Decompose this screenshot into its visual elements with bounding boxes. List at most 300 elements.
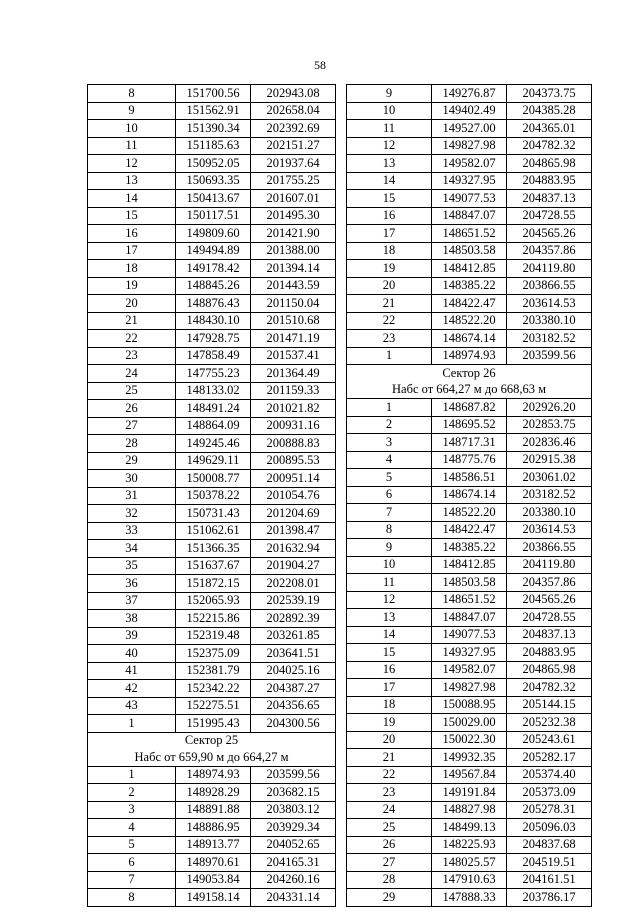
table-row <box>88 120 336 138</box>
point-number-cell: 17 <box>347 225 432 243</box>
x-coordinate-cell: 149053.84 <box>176 871 251 889</box>
table-row <box>347 207 592 225</box>
table-row <box>347 225 592 243</box>
y-coordinate-cell: 203866.55 <box>507 539 592 557</box>
x-coordinate-cell: 151366.35 <box>176 540 251 558</box>
y-coordinate-cell: 200888.83 <box>251 435 336 453</box>
x-coordinate-cell: 148864.09 <box>176 417 251 435</box>
y-coordinate-cell: 201755.25 <box>251 172 336 190</box>
x-coordinate-cell: 148775.76 <box>432 451 507 469</box>
section-subtitle-row <box>88 749 336 766</box>
y-coordinate-cell: 205243.61 <box>507 731 592 749</box>
x-coordinate-cell: 148695.52 <box>432 416 507 434</box>
y-coordinate-cell: 203866.55 <box>507 277 592 295</box>
y-coordinate-cell: 201150.04 <box>251 295 336 313</box>
table-row <box>347 486 592 504</box>
x-coordinate-cell: 149327.95 <box>432 172 507 190</box>
point-number-cell: 25 <box>347 819 432 837</box>
point-number-cell: 16 <box>88 225 176 243</box>
y-coordinate-cell: 205374.40 <box>507 766 592 784</box>
point-number-cell: 1 <box>88 766 176 784</box>
point-number-cell: 13 <box>347 609 432 627</box>
point-number-cell: 21 <box>88 312 176 330</box>
point-number-cell: 30 <box>88 470 176 488</box>
point-number-cell: 26 <box>347 836 432 854</box>
table-row <box>347 155 592 173</box>
x-coordinate-cell: 148847.07 <box>432 609 507 627</box>
coordinates-table-body <box>88 85 336 907</box>
table-row <box>347 451 592 469</box>
table-row <box>347 679 592 697</box>
x-coordinate-cell: 148913.77 <box>176 836 251 854</box>
table-row <box>347 766 592 784</box>
section-title: Сектор 26 <box>347 365 592 382</box>
point-number-cell: 41 <box>88 662 176 680</box>
y-coordinate-cell: 202892.39 <box>251 610 336 628</box>
point-number-cell: 21 <box>347 295 432 313</box>
x-coordinate-cell: 148651.52 <box>432 591 507 609</box>
table-row <box>347 399 592 417</box>
table-row <box>88 295 336 313</box>
point-number-cell: 43 <box>88 697 176 715</box>
y-coordinate-cell: 201204.69 <box>251 505 336 523</box>
point-number-cell: 9 <box>88 102 176 120</box>
x-coordinate-cell: 148891.88 <box>176 801 251 819</box>
y-coordinate-cell: 205282.17 <box>507 749 592 767</box>
x-coordinate-cell: 151637.67 <box>176 557 251 575</box>
point-number-cell: 15 <box>347 644 432 662</box>
y-coordinate-cell: 200895.53 <box>251 452 336 470</box>
point-number-cell: 13 <box>347 155 432 173</box>
y-coordinate-cell: 204025.16 <box>251 662 336 680</box>
table-row <box>347 416 592 434</box>
table-row <box>88 819 336 837</box>
y-coordinate-cell: 204119.80 <box>507 556 592 574</box>
x-coordinate-cell: 148847.07 <box>432 207 507 225</box>
section-title: Сектор 25 <box>88 732 336 749</box>
point-number-cell: 42 <box>88 680 176 698</box>
point-number-cell: 12 <box>347 591 432 609</box>
point-number-cell: 9 <box>347 539 432 557</box>
table-row <box>88 365 336 383</box>
table-row <box>347 591 592 609</box>
table-row <box>347 731 592 749</box>
table-row <box>88 627 336 645</box>
table-row <box>88 784 336 802</box>
table-row <box>88 662 336 680</box>
y-coordinate-cell: 204728.55 <box>507 207 592 225</box>
y-coordinate-cell: 201159.33 <box>251 382 336 400</box>
x-coordinate-cell: 151872.15 <box>176 575 251 593</box>
table-row <box>88 680 336 698</box>
point-number-cell: 11 <box>347 120 432 138</box>
x-coordinate-cell: 152381.79 <box>176 662 251 680</box>
y-coordinate-cell: 201607.01 <box>251 190 336 208</box>
x-coordinate-cell: 149582.07 <box>432 155 507 173</box>
y-coordinate-cell: 203803.12 <box>251 801 336 819</box>
point-number-cell: 19 <box>347 714 432 732</box>
point-number-cell: 37 <box>88 592 176 610</box>
table-row <box>347 661 592 679</box>
table-row <box>347 609 592 627</box>
table-row <box>88 540 336 558</box>
y-coordinate-cell: 202836.46 <box>507 434 592 452</box>
x-coordinate-cell: 150413.67 <box>176 190 251 208</box>
coordinates-table-left <box>87 84 336 907</box>
y-coordinate-cell: 204357.86 <box>507 574 592 592</box>
section-header-row <box>347 365 592 382</box>
x-coordinate-cell: 149402.49 <box>432 102 507 120</box>
x-coordinate-cell: 148430.10 <box>176 312 251 330</box>
point-number-cell: 23 <box>347 330 432 348</box>
x-coordinate-cell: 151995.43 <box>176 715 251 733</box>
x-coordinate-cell: 149629.11 <box>176 452 251 470</box>
table-row <box>347 626 592 644</box>
x-coordinate-cell: 148133.02 <box>176 382 251 400</box>
y-coordinate-cell: 203786.17 <box>507 889 592 907</box>
y-coordinate-cell: 204865.98 <box>507 155 592 173</box>
point-number-cell: 23 <box>347 784 432 802</box>
y-coordinate-cell: 203261.85 <box>251 627 336 645</box>
table-row <box>88 801 336 819</box>
point-number-cell: 14 <box>347 626 432 644</box>
x-coordinate-cell: 149327.95 <box>432 644 507 662</box>
y-coordinate-cell: 201364.49 <box>251 365 336 383</box>
table-row <box>88 645 336 663</box>
x-coordinate-cell: 151700.56 <box>176 85 251 103</box>
x-coordinate-cell: 147928.75 <box>176 330 251 348</box>
x-coordinate-cell: 152342.22 <box>176 680 251 698</box>
x-coordinate-cell: 149582.07 <box>432 661 507 679</box>
y-coordinate-cell: 202943.08 <box>251 85 336 103</box>
y-coordinate-cell: 203614.53 <box>507 295 592 313</box>
point-number-cell: 14 <box>347 172 432 190</box>
table-row <box>347 260 592 278</box>
point-number-cell: 31 <box>88 487 176 505</box>
table-row <box>347 295 592 313</box>
x-coordinate-cell: 149494.89 <box>176 242 251 260</box>
table-row <box>88 522 336 540</box>
y-coordinate-cell: 204165.31 <box>251 854 336 872</box>
y-coordinate-cell: 203641.51 <box>251 645 336 663</box>
table-row <box>347 801 592 819</box>
y-coordinate-cell: 204331.14 <box>251 889 336 907</box>
point-number-cell: 5 <box>347 469 432 487</box>
x-coordinate-cell: 151185.63 <box>176 137 251 155</box>
table-row <box>88 277 336 295</box>
point-number-cell: 13 <box>88 172 176 190</box>
table-row <box>88 854 336 872</box>
x-coordinate-cell: 148928.29 <box>176 784 251 802</box>
x-coordinate-cell: 149276.87 <box>432 85 507 103</box>
point-number-cell: 36 <box>88 575 176 593</box>
point-number-cell: 8 <box>88 85 176 103</box>
x-coordinate-cell: 150378.22 <box>176 487 251 505</box>
y-coordinate-cell: 202915.38 <box>507 451 592 469</box>
table-row <box>88 137 336 155</box>
point-number-cell: 1 <box>347 347 432 365</box>
coordinates-table-right <box>346 84 592 907</box>
point-number-cell: 6 <box>347 486 432 504</box>
y-coordinate-cell: 202853.75 <box>507 416 592 434</box>
y-coordinate-cell: 205096.03 <box>507 819 592 837</box>
section-subtitle-row <box>347 382 592 399</box>
table-row <box>88 557 336 575</box>
table-row <box>347 330 592 348</box>
table-row <box>347 749 592 767</box>
x-coordinate-cell: 148974.93 <box>176 766 251 784</box>
y-coordinate-cell: 202658.04 <box>251 102 336 120</box>
table-row <box>88 889 336 907</box>
point-number-cell: 20 <box>347 277 432 295</box>
table-row <box>88 207 336 225</box>
x-coordinate-cell: 148845.26 <box>176 277 251 295</box>
table-row <box>88 155 336 173</box>
table-row <box>347 137 592 155</box>
x-coordinate-cell: 150022.30 <box>432 731 507 749</box>
y-coordinate-cell: 205373.09 <box>507 784 592 802</box>
x-coordinate-cell: 148651.52 <box>432 225 507 243</box>
y-coordinate-cell: 204565.26 <box>507 591 592 609</box>
table-row <box>347 102 592 120</box>
section-header-row <box>88 732 336 749</box>
x-coordinate-cell: 151390.34 <box>176 120 251 138</box>
point-number-cell: 11 <box>88 137 176 155</box>
x-coordinate-cell: 147910.63 <box>432 871 507 889</box>
x-coordinate-cell: 148586.51 <box>432 469 507 487</box>
x-coordinate-cell: 152215.86 <box>176 610 251 628</box>
point-number-cell: 19 <box>88 277 176 295</box>
point-number-cell: 29 <box>88 452 176 470</box>
point-number-cell: 15 <box>347 190 432 208</box>
x-coordinate-cell: 148412.85 <box>432 260 507 278</box>
point-number-cell: 10 <box>347 102 432 120</box>
x-coordinate-cell: 148503.58 <box>432 242 507 260</box>
point-number-cell: 33 <box>88 522 176 540</box>
x-coordinate-cell: 149567.84 <box>432 766 507 784</box>
table-row <box>88 610 336 628</box>
x-coordinate-cell: 152275.51 <box>176 697 251 715</box>
table-row <box>88 505 336 523</box>
y-coordinate-cell: 201937.64 <box>251 155 336 173</box>
y-coordinate-cell: 203061.02 <box>507 469 592 487</box>
point-number-cell: 32 <box>88 505 176 523</box>
point-number-cell: 10 <box>347 556 432 574</box>
point-number-cell: 15 <box>88 207 176 225</box>
y-coordinate-cell: 201904.27 <box>251 557 336 575</box>
y-coordinate-cell: 204373.75 <box>507 85 592 103</box>
y-coordinate-cell: 200931.16 <box>251 417 336 435</box>
point-number-cell: 20 <box>88 295 176 313</box>
point-number-cell: 22 <box>347 312 432 330</box>
table-row <box>347 277 592 295</box>
section-subtitle: Набс от 659,90 м до 664,27 м <box>88 749 336 766</box>
point-number-cell: 21 <box>347 749 432 767</box>
x-coordinate-cell: 150117.51 <box>176 207 251 225</box>
x-coordinate-cell: 148876.43 <box>176 295 251 313</box>
table-row <box>347 836 592 854</box>
point-number-cell: 10 <box>88 120 176 138</box>
x-coordinate-cell: 148499.13 <box>432 819 507 837</box>
x-coordinate-cell: 147888.33 <box>432 889 507 907</box>
point-number-cell: 9 <box>347 85 432 103</box>
x-coordinate-cell: 149527.00 <box>432 120 507 138</box>
point-number-cell: 19 <box>347 260 432 278</box>
x-coordinate-cell: 150731.43 <box>176 505 251 523</box>
point-number-cell: 4 <box>88 819 176 837</box>
x-coordinate-cell: 149245.46 <box>176 435 251 453</box>
table-row <box>88 102 336 120</box>
point-number-cell: 34 <box>88 540 176 558</box>
x-coordinate-cell: 149158.14 <box>176 889 251 907</box>
y-coordinate-cell: 204260.16 <box>251 871 336 889</box>
table-row <box>88 347 336 365</box>
y-coordinate-cell: 204300.56 <box>251 715 336 733</box>
table-row <box>347 889 592 907</box>
table-row <box>347 469 592 487</box>
table-row <box>88 400 336 418</box>
table-row <box>88 435 336 453</box>
table-row <box>347 556 592 574</box>
table-row <box>347 120 592 138</box>
point-number-cell: 23 <box>88 347 176 365</box>
section-subtitle: Набс от 664,27 м до 668,63 м <box>347 382 592 399</box>
table-row <box>88 452 336 470</box>
x-coordinate-cell: 152319.48 <box>176 627 251 645</box>
y-coordinate-cell: 204519.51 <box>507 854 592 872</box>
table-row <box>347 521 592 539</box>
y-coordinate-cell: 203182.52 <box>507 486 592 504</box>
y-coordinate-cell: 204883.95 <box>507 644 592 662</box>
coordinates-table-body <box>347 85 592 907</box>
y-coordinate-cell: 202392.69 <box>251 120 336 138</box>
y-coordinate-cell: 203182.52 <box>507 330 592 348</box>
point-number-cell: 28 <box>347 871 432 889</box>
point-number-cell: 17 <box>88 242 176 260</box>
table-row <box>88 487 336 505</box>
table-row <box>347 574 592 592</box>
x-coordinate-cell: 149178.42 <box>176 260 251 278</box>
table-row <box>88 592 336 610</box>
point-number-cell: 14 <box>88 190 176 208</box>
x-coordinate-cell: 151562.91 <box>176 102 251 120</box>
table-row <box>88 172 336 190</box>
point-number-cell: 16 <box>347 661 432 679</box>
x-coordinate-cell: 149191.84 <box>432 784 507 802</box>
y-coordinate-cell: 203380.10 <box>507 312 592 330</box>
point-number-cell: 38 <box>88 610 176 628</box>
x-coordinate-cell: 150008.77 <box>176 470 251 488</box>
point-number-cell: 40 <box>88 645 176 663</box>
x-coordinate-cell: 148970.61 <box>176 854 251 872</box>
table-row <box>88 260 336 278</box>
point-number-cell: 11 <box>347 574 432 592</box>
table-row <box>88 190 336 208</box>
point-number-cell: 24 <box>88 365 176 383</box>
point-number-cell: 29 <box>347 889 432 907</box>
x-coordinate-cell: 152065.93 <box>176 592 251 610</box>
point-number-cell: 16 <box>347 207 432 225</box>
y-coordinate-cell: 204837.13 <box>507 626 592 644</box>
x-coordinate-cell: 148827.98 <box>432 801 507 819</box>
point-number-cell: 22 <box>347 766 432 784</box>
y-coordinate-cell: 201495.30 <box>251 207 336 225</box>
y-coordinate-cell: 201421.90 <box>251 225 336 243</box>
table-row <box>347 312 592 330</box>
y-coordinate-cell: 201398.47 <box>251 522 336 540</box>
y-coordinate-cell: 201510.68 <box>251 312 336 330</box>
point-number-cell: 4 <box>347 451 432 469</box>
table-row <box>88 382 336 400</box>
point-number-cell: 12 <box>88 155 176 173</box>
x-coordinate-cell: 151062.61 <box>176 522 251 540</box>
point-number-cell: 20 <box>347 731 432 749</box>
point-number-cell: 27 <box>88 417 176 435</box>
point-number-cell: 1 <box>88 715 176 733</box>
x-coordinate-cell: 148886.95 <box>176 819 251 837</box>
x-coordinate-cell: 148717.31 <box>432 434 507 452</box>
x-coordinate-cell: 148422.47 <box>432 521 507 539</box>
table-row <box>88 312 336 330</box>
point-number-cell: 8 <box>347 521 432 539</box>
point-number-cell: 2 <box>88 784 176 802</box>
x-coordinate-cell: 149827.98 <box>432 679 507 697</box>
x-coordinate-cell: 150952.05 <box>176 155 251 173</box>
y-coordinate-cell: 201394.14 <box>251 260 336 278</box>
point-number-cell: 12 <box>347 137 432 155</box>
x-coordinate-cell: 148522.20 <box>432 312 507 330</box>
x-coordinate-cell: 149932.35 <box>432 749 507 767</box>
y-coordinate-cell: 204356.65 <box>251 697 336 715</box>
x-coordinate-cell: 148674.14 <box>432 486 507 504</box>
y-coordinate-cell: 201388.00 <box>251 242 336 260</box>
point-number-cell: 3 <box>88 801 176 819</box>
y-coordinate-cell: 204119.80 <box>507 260 592 278</box>
table-row <box>88 85 336 103</box>
table-row <box>347 172 592 190</box>
table-row <box>347 190 592 208</box>
page-number: 58 <box>314 58 326 72</box>
table-row <box>347 644 592 662</box>
x-coordinate-cell: 147858.49 <box>176 347 251 365</box>
x-coordinate-cell: 148974.93 <box>432 347 507 365</box>
y-coordinate-cell: 204865.98 <box>507 661 592 679</box>
point-number-cell: 39 <box>88 627 176 645</box>
point-number-cell: 18 <box>347 696 432 714</box>
y-coordinate-cell: 201443.59 <box>251 277 336 295</box>
x-coordinate-cell: 148225.93 <box>432 836 507 854</box>
point-number-cell: 6 <box>88 854 176 872</box>
point-number-cell: 26 <box>88 400 176 418</box>
x-coordinate-cell: 148025.57 <box>432 854 507 872</box>
y-coordinate-cell: 205278.31 <box>507 801 592 819</box>
x-coordinate-cell: 148385.22 <box>432 277 507 295</box>
y-coordinate-cell: 205144.15 <box>507 696 592 714</box>
x-coordinate-cell: 148412.85 <box>432 556 507 574</box>
table-row <box>347 434 592 452</box>
y-coordinate-cell: 200951.14 <box>251 470 336 488</box>
point-number-cell: 28 <box>88 435 176 453</box>
y-coordinate-cell: 201632.94 <box>251 540 336 558</box>
y-coordinate-cell: 203599.56 <box>507 347 592 365</box>
point-number-cell: 27 <box>347 854 432 872</box>
table-row <box>347 504 592 522</box>
y-coordinate-cell: 203614.53 <box>507 521 592 539</box>
point-number-cell: 17 <box>347 679 432 697</box>
x-coordinate-cell: 152375.09 <box>176 645 251 663</box>
point-number-cell: 18 <box>347 242 432 260</box>
table-row <box>347 347 592 365</box>
